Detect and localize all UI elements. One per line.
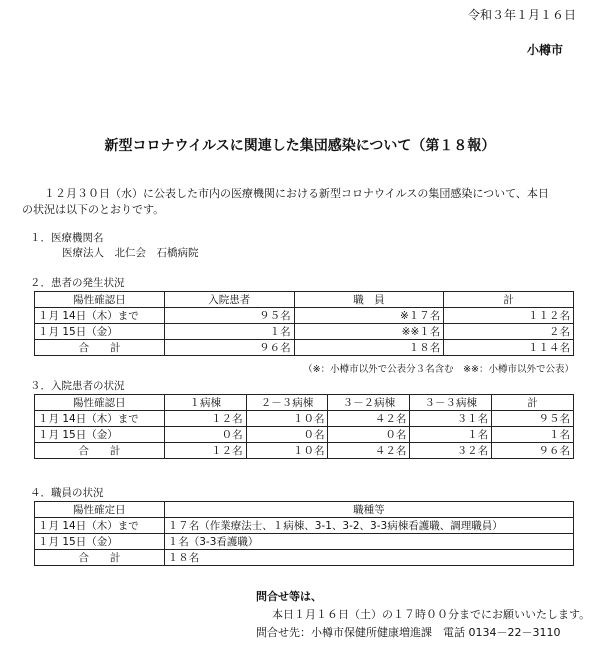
table-cell: ０名 [328, 427, 410, 443]
table-cell: ９６名 [164, 340, 294, 356]
table-header-row [35, 292, 574, 308]
table-header-row [35, 395, 574, 411]
table-row [35, 340, 574, 356]
contact-line: 問合せ先：小樽市保健所健康増進課 電話 0134－22－3110 [256, 626, 561, 639]
staff-status-table [34, 501, 574, 566]
column-header: 陽性確定日 [35, 502, 165, 518]
table-header-row [35, 502, 574, 518]
table-cell: ９５名 [164, 308, 294, 324]
table-cell: １８名 [294, 340, 444, 356]
table-cell: １８名 [164, 550, 573, 566]
column-header: １病棟 [164, 395, 246, 411]
section3-heading: ３．入院患者の状況 [30, 380, 125, 392]
table-cell: １名（3-3看護職） [164, 534, 573, 550]
inpatient-status-table [34, 394, 574, 459]
document-title: 新型コロナウイルスに関連した集団感染について（第１８報） [104, 138, 496, 154]
patient-occurrence-table [34, 291, 574, 356]
document-date: 令和３年１月１６日 [468, 8, 577, 22]
table-cell: ２名 [444, 324, 574, 340]
column-header: ３－３病棟 [410, 395, 492, 411]
table-cell: １月 15日（金） [35, 534, 165, 550]
table-cell: 合 計 [35, 443, 165, 459]
contact-heading: 問合せ等は、 [256, 590, 322, 603]
table-cell: ９５名 [492, 411, 574, 427]
table-row [35, 324, 574, 340]
column-header: 計 [492, 395, 574, 411]
column-header: 職種等 [164, 502, 573, 518]
table-cell: １７名（作業療法士、１病棟、3-1、3-2、3-3病棟看護職、調理職員） [164, 518, 573, 534]
table-cell: ４２名 [328, 411, 410, 427]
table-cell: １名 [164, 324, 294, 340]
section4-heading: ４．職員の状況 [30, 487, 104, 499]
table-cell: １１４名 [444, 340, 574, 356]
column-header: ２－３病棟 [246, 395, 328, 411]
table-cell: 合 計 [35, 550, 165, 566]
section1-heading: １．医療機関名 [30, 232, 104, 244]
table-cell: ３２名 [410, 443, 492, 459]
table-cell: ※１７名 [294, 308, 444, 324]
column-header: 職 員 [294, 292, 444, 308]
table-cell: ３１名 [410, 411, 492, 427]
column-header: 陽性確認日 [35, 292, 165, 308]
table-cell: １０名 [246, 411, 328, 427]
table-cell: ※※１名 [294, 324, 444, 340]
table-cell: １月 15日（金） [35, 324, 165, 340]
hospital-name: 医療法人 北仁会 石橋病院 [62, 247, 199, 259]
table-row [35, 534, 574, 550]
table-cell: ４２名 [328, 443, 410, 459]
intro-line-1: １２月３０日（水）に公表した市内の医療機関における新型コロナウイルスの集団感染について、本日 [44, 187, 549, 200]
table-row [35, 443, 574, 459]
table-row [35, 411, 574, 427]
table-cell: １２名 [164, 411, 246, 427]
table-cell: ０名 [246, 427, 328, 443]
column-header: 陽性確認日 [35, 395, 165, 411]
column-header: ３－２病棟 [328, 395, 410, 411]
table-row [35, 518, 574, 534]
table-row [35, 308, 574, 324]
contact-hours: 本日１月１６日（土）の１７時００分までにお願いいたします。 [272, 608, 591, 621]
table-cell: １名 [492, 427, 574, 443]
table-cell: １月 14日（木）まで [35, 411, 165, 427]
table-cell: ０名 [164, 427, 246, 443]
table-cell: １１２名 [444, 308, 574, 324]
section2-heading: ２．患者の発生状況 [30, 277, 125, 289]
table-cell: ９６名 [492, 443, 574, 459]
column-header: 入院患者 [164, 292, 294, 308]
table-cell: １名 [410, 427, 492, 443]
table-row [35, 427, 574, 443]
intro-line-2: の状況は以下のとおりです。 [22, 203, 165, 216]
table-cell: １２名 [164, 443, 246, 459]
table-footnote: （※：小樽市以外で公表分３名含む ※※：小樽市以外で公表） [303, 364, 574, 375]
issuer-name: 小樽市 [527, 43, 564, 57]
column-header: 計 [444, 292, 574, 308]
table-cell: １月 14日（木）まで [35, 518, 165, 534]
table-cell: １０名 [246, 443, 328, 459]
table-cell: １月 14日（木）まで [35, 308, 165, 324]
table-row [35, 550, 574, 566]
table-cell: 合 計 [35, 340, 165, 356]
table-cell: １月 15日（金） [35, 427, 165, 443]
